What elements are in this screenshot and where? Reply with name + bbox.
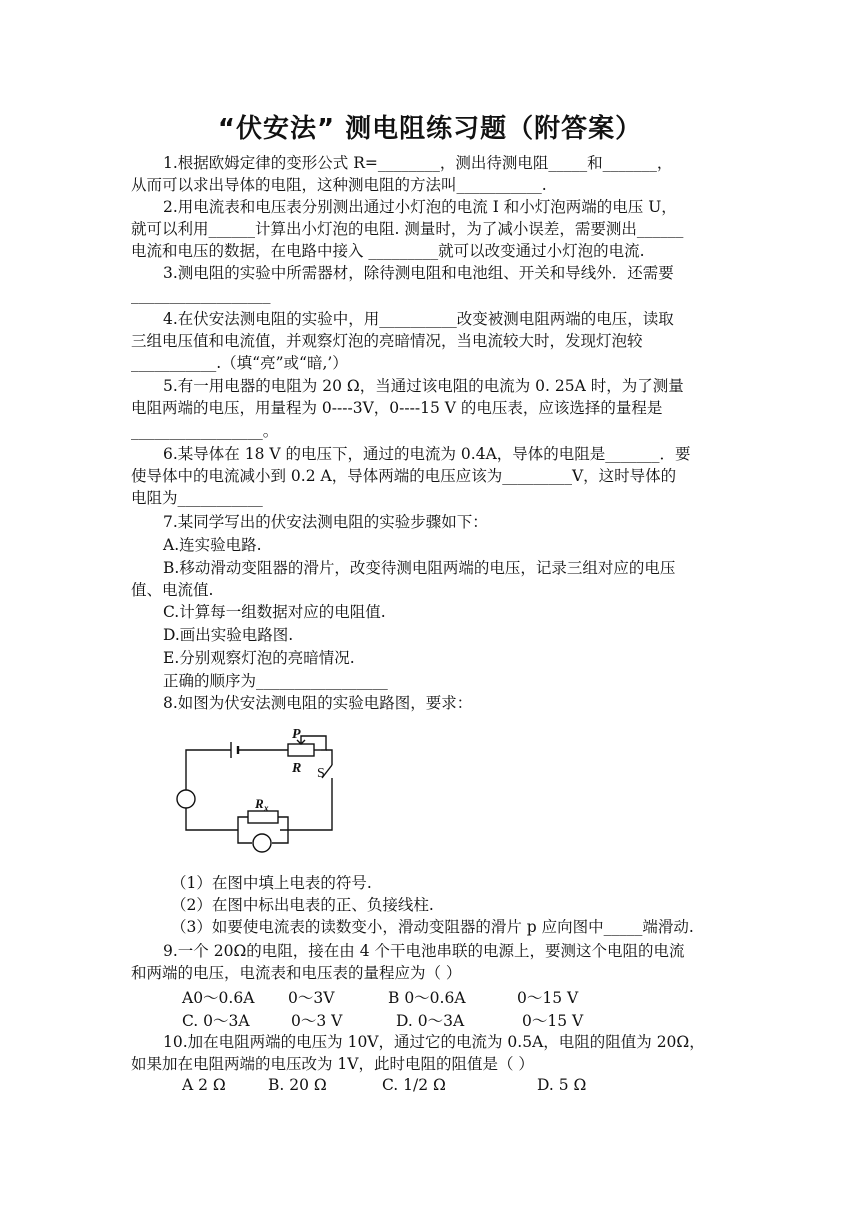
rheostat-body: [288, 744, 314, 756]
q7-step-e: E.分别观察灯泡的亮暗情况.: [163, 649, 355, 667]
circuit-diagram: [176, 720, 346, 855]
q7-line1: 7.某同学写出的伏安法测电阻的实验步骤如下：: [163, 513, 488, 531]
page-title: “伏安法” 测电阻练习题（附答案）: [217, 114, 643, 144]
q8-line1: 8.如图为伏安法测电阻的实验电路图，要求：: [163, 694, 473, 712]
q7-step-b-line2: 值、电流值.: [131, 581, 214, 599]
label-rx: R: [255, 796, 264, 811]
q7-step-a: A.连实验电路.: [163, 536, 262, 554]
q10-line1: 10.加在电阻两端的电压为 10V，通过它的电流为 0.5A，电阻的阻值为 20Ω，: [163, 1033, 705, 1051]
q9-option-a-voltage: 0～3V: [288, 989, 335, 1007]
q10-option-b: B. 20 Ω: [268, 1076, 327, 1094]
q2-line1: 2.用电流表和电压表分别测出通过小灯泡的电流 I 和小灯泡两端的电压 U，: [163, 198, 677, 216]
rx-resistor: [248, 811, 278, 823]
q8-sub1: （1）在图中填上电表的符号.: [171, 874, 372, 892]
q10-option-c: C. 1/2 Ω: [382, 1076, 446, 1094]
wire-bottom-left: [186, 808, 238, 830]
label-rx-subscript: x: [264, 803, 269, 813]
q1-line1: 1.根据欧姆定律的变形公式 R=________，测出待测电阻_____和_______，: [163, 154, 673, 172]
rx-branch-left: [238, 817, 248, 830]
q2-line2: 就可以利用______计算出小灯泡的电阻. 测量时，为了减小误差，需要测出______: [131, 220, 684, 238]
q3-line2: __________________: [131, 286, 271, 304]
q9-option-c-voltage: 0～3 V: [291, 1012, 343, 1030]
meter-branch-left: [238, 830, 252, 843]
q5-line3: _________________。: [131, 422, 279, 440]
q9-option-d-voltage: 0～15 V: [522, 1012, 584, 1030]
q8-sub2: （2）在图中标出电表的正、负接线柱.: [171, 896, 434, 914]
q4-line2: 三组电压值和电流值，并观察灯泡的亮暗情况，当电流较大时，发现灯泡较: [131, 332, 643, 350]
q9-line2: 和两端的电压，电流表和电压表的量程应为（ ）: [131, 964, 462, 982]
q9-option-c-current: C. 0～3A: [182, 1012, 250, 1030]
label-s: S: [317, 766, 325, 781]
q6-line3: 电阻为___________: [131, 489, 263, 507]
q9-option-b-voltage: 0～15 V: [517, 989, 579, 1007]
wire-to-switch: [326, 750, 332, 765]
q8-sub3: （3）如要使电流表的读数变小，滑动变阻器的滑片 p 应向图中_____端滑动.: [171, 918, 694, 936]
q9-option-d-current: D. 0～3A: [396, 1012, 465, 1030]
meter-branch-right: [272, 830, 288, 843]
q4-line3: ___________.（填“亮”或“暗,’）: [131, 354, 348, 372]
q10-line2: 如果加在电阻两端的电压改为 1V，此时电阻的阻值是（ ）: [131, 1055, 534, 1073]
rx-branch-right: [278, 817, 288, 830]
q2-line3: 电流和电压的数据，在电路中接入 _________就可以改变通过小灯泡的电流.: [131, 242, 645, 260]
q9-option-a-current: A0～0.6A: [182, 989, 255, 1007]
q7-step-b-line1: B.移动滑动变阻器的滑片，改变待测电阻两端的电压，记录三组对应的电压: [163, 559, 676, 577]
label-p: P: [292, 727, 301, 742]
q6-line1: 6.某导体在 18 V 的电压下，通过的电流为 0.4A，导体的电阻是_______．要: [163, 445, 691, 463]
q7-order: 正确的顺序为_________________: [163, 672, 388, 690]
wire-top-left: [186, 750, 231, 790]
q3-line1: 3.测电阻的实验中所需器材，除待测电阻和电池组、开关和导线外．还需要: [163, 264, 674, 282]
q9-option-b-current: B 0～0.6A: [388, 989, 466, 1007]
q7-step-c: C.计算每一组数据对应的电阻值.: [163, 603, 386, 621]
label-r: R: [292, 761, 302, 776]
q4-line1: 4.在伏安法测电阻的实验中，用__________改变被测电阻两端的电压，读取: [163, 310, 674, 328]
q6-line2: 使导体中的电流减小到 0.2 A，导体两端的电压应该为_________V，这时导体的: [131, 467, 677, 485]
q10-option-a: A 2 Ω: [182, 1076, 226, 1094]
q10-option-d: D. 5 Ω: [537, 1076, 587, 1094]
q1-line2: 从而可以求出导体的电阻，这种测电阻的方法叫___________.: [131, 176, 547, 194]
q5-line2: 电阻两端的电压，用量程为 0----3V，0----15 V 的电压表，应该选择的量程是: [131, 399, 663, 417]
q5-line1: 5.有一用电器的电阻为 20 Ω，当通过该电阻的电流为 0. 25A 时，为了测量: [163, 377, 684, 395]
q9-line1: 9.一个 20Ω的电阻，接在由 4 个干电池串联的电源上，要测这个电阻的电流: [163, 942, 685, 960]
q7-step-d: D.画出实验电路图.: [163, 626, 294, 644]
left-meter-circle: [177, 790, 195, 808]
bottom-meter-circle: [253, 834, 271, 852]
